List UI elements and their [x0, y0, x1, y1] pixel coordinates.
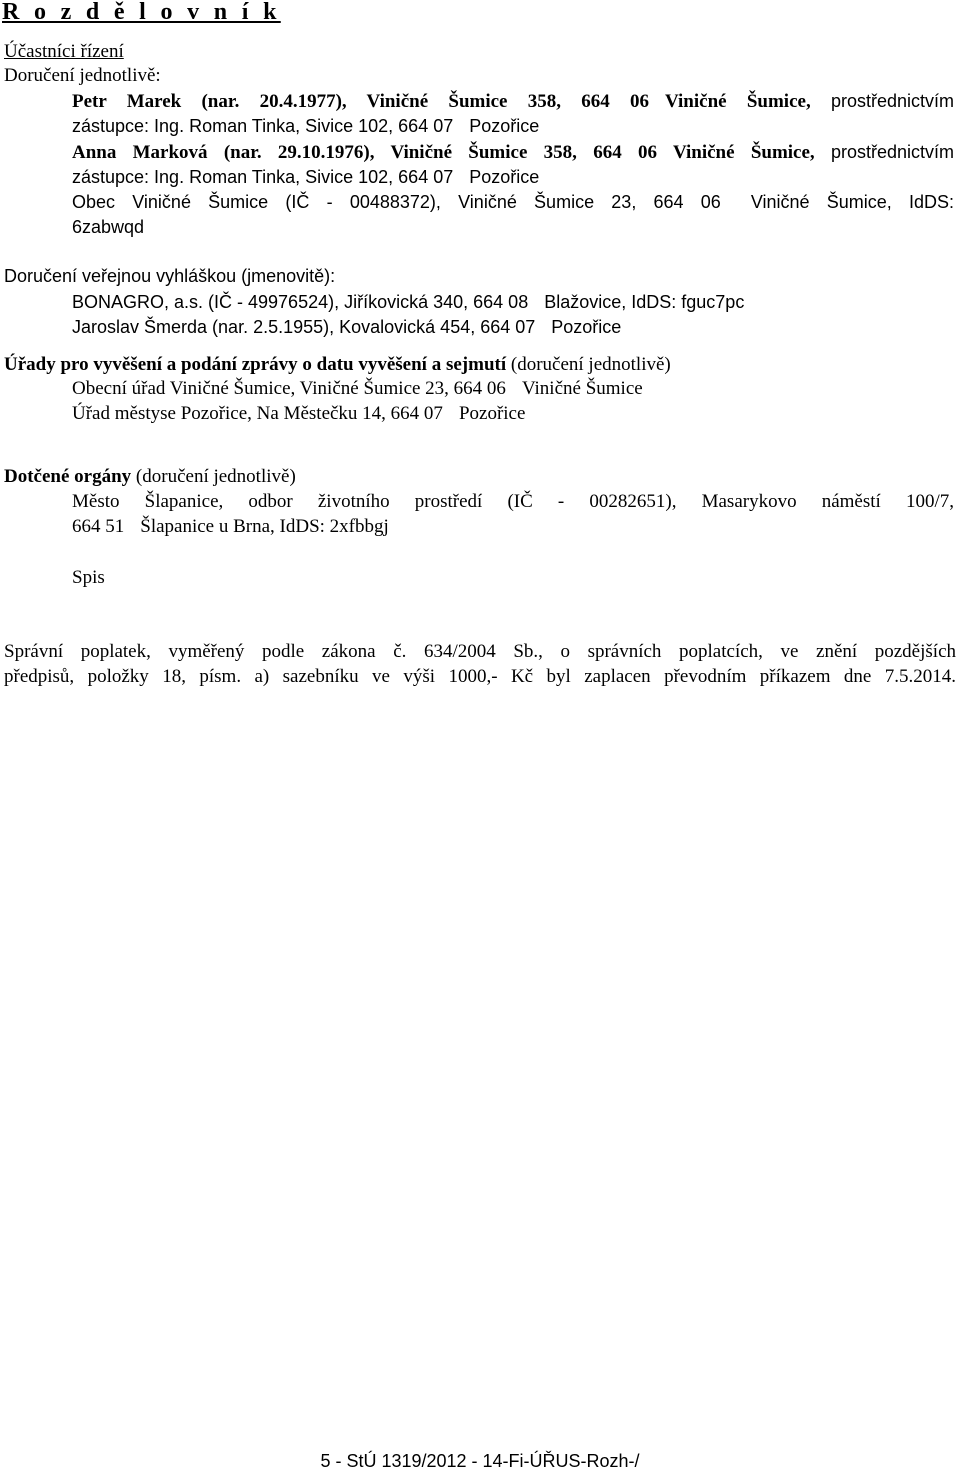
fee-line1: Správní poplatek, vyměřený podle zákona č. 634/2004 Sb., o správních poplatcích, ve znění pozdějších: [4, 641, 956, 662]
public-notice-label: Doručení veřejnou vyhláškou (jmenovitě):: [4, 266, 336, 286]
recipient-petr-name: Petr Marek (nar. 20.4.1977), Viničné Šumice 358, 664 06: [72, 91, 650, 112]
recipient-obec-line1: [72, 190, 954, 214]
participants-heading: Účastníci řízení: [4, 41, 124, 62]
authorities-heading-rest: (doručení jednotlivě): [131, 466, 296, 487]
recipient-bonagro-name: BONAGRO, a.s. (IČ - 49976524), Jiříkovická 340, 664 08: [72, 292, 529, 312]
recipient-obec-city: Viničné Šumice, IdDS:: [750, 192, 954, 212]
recipient-bonagro-city: Blažovice, IdDS: fguc7pc: [544, 292, 745, 312]
spis-label: Spis: [72, 567, 105, 588]
recipient-petr-rep-city: Pozořice: [469, 116, 540, 136]
document-title: R o z d ě l o v n í k: [2, 0, 281, 25]
recipient-petr-tail: prostřednictvím: [830, 91, 955, 111]
offices-heading: [4, 353, 671, 377]
office-vinicne-sumice-city: Viničné Šumice: [521, 378, 643, 399]
office-vinicne-sumice: [72, 377, 643, 401]
offices-heading-rest: (doručení jednotlivě): [506, 354, 671, 375]
recipient-petr-representative: zástupce: Ing. Roman Tinka, Sivice 102, 664 07: [72, 116, 454, 136]
authority-slapanice-city: Šlapanice u Brna, IdDS: 2xfbbgj: [140, 516, 389, 537]
recipient-anna-line2: [72, 165, 539, 189]
fee-line2: předpisů, položky 18, písm. a) sazebníku ve výši 1000,- Kč byl zaplacen převodním příkazem dne 7.5.2014.: [4, 666, 956, 687]
recipient-anna-representative: zástupce: Ing. Roman Tinka, Sivice 102, 664 07: [72, 167, 454, 187]
recipient-smerda-name: Jaroslav Šmerda (nar. 2.5.1955), Kovalovická 454, 664 07: [72, 317, 536, 337]
recipient-bonagro: [72, 290, 744, 314]
recipient-petr-city: Viničné Šumice,: [665, 91, 811, 112]
recipient-anna-tail: prostřednictvím: [830, 142, 954, 162]
authorities-heading-bold: Dotčené orgány: [4, 466, 132, 487]
authority-slapanice-zip: 664 51: [72, 516, 125, 537]
recipient-anna-city: Viničné Šumice,: [672, 142, 815, 163]
recipient-anna-rep-city: Pozořice: [469, 167, 540, 187]
recipient-anna-name: Anna Marková (nar. 29.10.1976), Viničné Šumice 358, 664 06: [72, 142, 657, 163]
authorities-heading: [4, 465, 296, 489]
recipient-obec-name: Obec Viničné Šumice (IČ - 00488372), Viničné Šumice 23, 664 06: [72, 192, 721, 212]
individual-delivery-label: Doručení jednotlivě:: [4, 65, 161, 86]
authority-slapanice-line2: [72, 515, 389, 539]
recipient-obec-line2: 6zabwqd: [72, 217, 145, 237]
recipient-petr-line1: [72, 89, 954, 114]
recipient-petr-line2: [72, 114, 539, 138]
authority-slapanice-line1: Město Šlapanice, odbor životního prostředí (IČ - 00282651), Masarykovo náměstí 100/7,: [72, 491, 954, 512]
office-pozorice: [72, 402, 525, 426]
offices-heading-bold: Úřady pro vyvěšení a podání zprávy o datu vyvěšení a sejmutí: [4, 354, 507, 375]
recipient-smerda: [72, 315, 621, 339]
recipient-smerda-city: Pozořice: [551, 317, 622, 337]
recipient-anna-line1: [72, 140, 954, 165]
office-vinicne-sumice-address: Obecní úřad Viničné Šumice, Viničné Šumice 23, 664 06: [72, 378, 506, 399]
page-footer: 5 - StÚ 1319/2012 - 14-Fi-ÚŘUS-Rozh-/: [320, 1451, 640, 1471]
office-pozorice-address: Úřad městyse Pozořice, Na Městečku 14, 664 07: [72, 403, 443, 424]
office-pozorice-city: Pozořice: [458, 403, 526, 424]
